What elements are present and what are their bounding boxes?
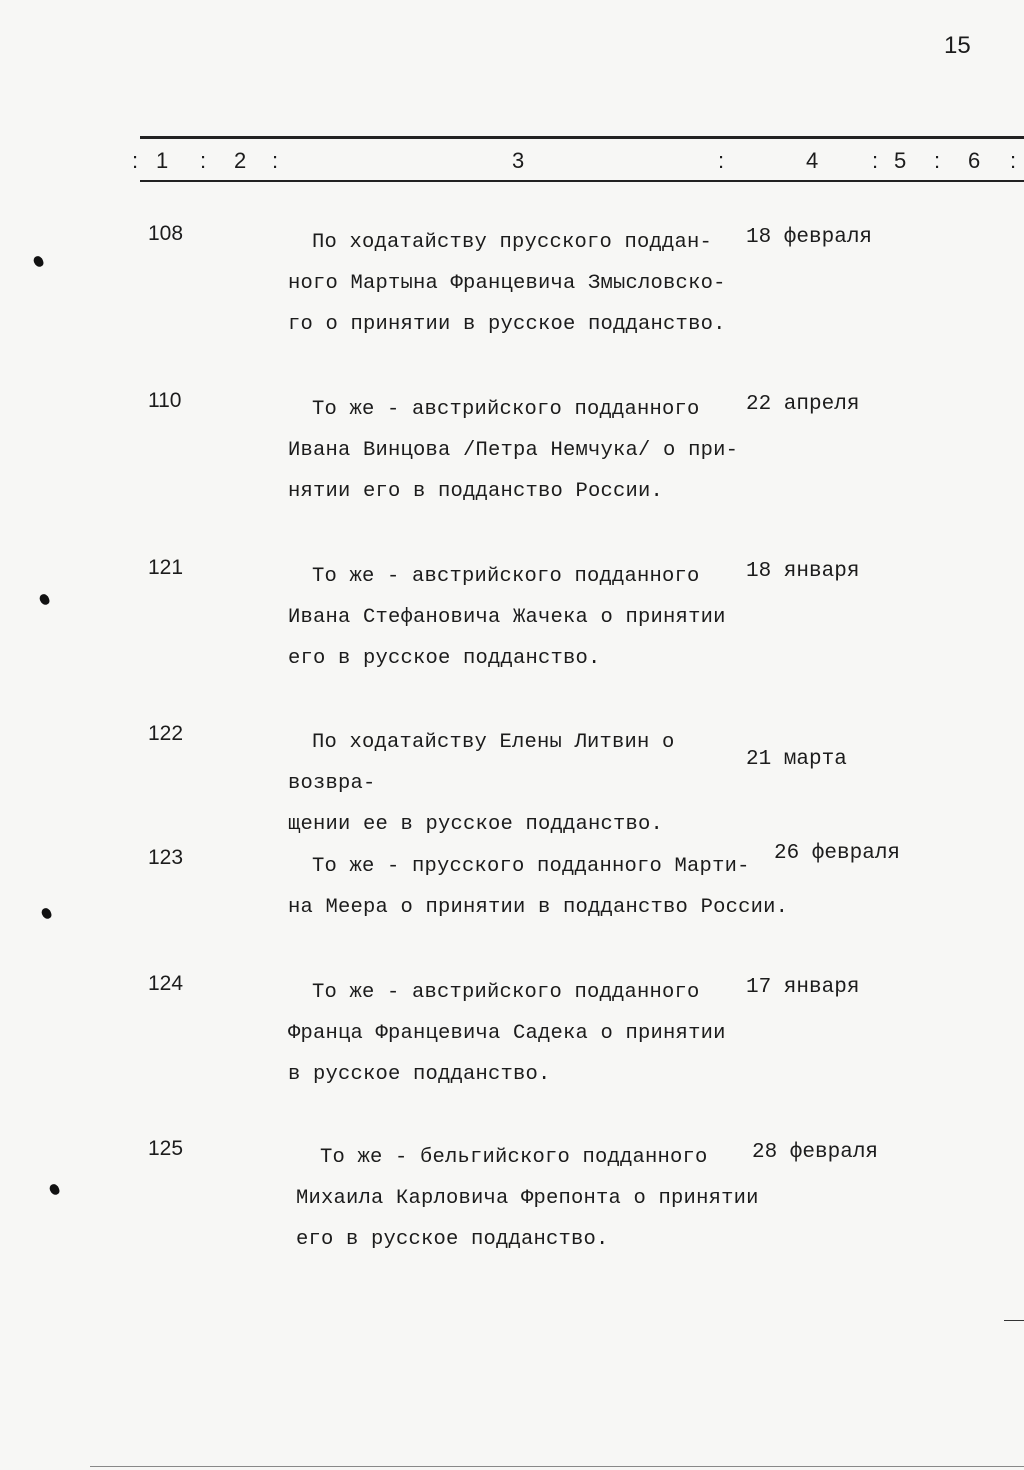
entry-continuation: Ивана Стефановича Жачека о принятии его в русское подданство. bbox=[288, 606, 726, 670]
entry-continuation: щении ее в русское подданство. bbox=[288, 813, 664, 836]
entry-description bbox=[288, 722, 758, 845]
entry-continuation: Франца Францевича Садека о принятии в русское подданство. bbox=[288, 1022, 726, 1086]
header-col-5: 5 bbox=[894, 148, 907, 173]
header-separator: : bbox=[132, 148, 139, 173]
entry-description bbox=[288, 556, 758, 679]
header-col-2: 2 bbox=[234, 148, 247, 173]
entry-date: 21 марта bbox=[746, 748, 847, 771]
list-item bbox=[0, 842, 1024, 976]
list-item bbox=[0, 556, 1024, 686]
entry-continuation: ного Мартына Францевича Змысловско- го о принятии в русское подданство. bbox=[288, 272, 726, 336]
entry-number: 124 bbox=[148, 972, 184, 995]
entry-description bbox=[288, 389, 758, 512]
entry-first-line: То же - австрийского подданного bbox=[312, 398, 700, 421]
entry-continuation: Михаила Карловича Фрепонта о принятии его в русское подданство. bbox=[296, 1187, 759, 1251]
entry-date: 17 января bbox=[746, 976, 860, 999]
entry-continuation: Ивана Винцова /Петра Немчука/ о при- нятии его в подданство России. bbox=[288, 439, 739, 503]
bottom-edge-line bbox=[90, 1466, 1024, 1467]
entry-number: 122 bbox=[148, 722, 184, 745]
list-item bbox=[0, 1137, 1024, 1267]
entry-description bbox=[288, 846, 808, 928]
list-item bbox=[0, 972, 1024, 1102]
entry-first-line: То же - прусского подданного Марти- bbox=[312, 855, 750, 878]
entry-number: 123 bbox=[148, 846, 184, 869]
entry-number: 108 bbox=[148, 222, 184, 245]
entry-description bbox=[288, 972, 758, 1095]
header-top-rule bbox=[140, 136, 1024, 139]
header-col-4: 4 bbox=[806, 148, 819, 173]
list-item bbox=[0, 222, 1024, 352]
entry-number: 121 bbox=[148, 556, 184, 579]
entry-continuation: на Меера о принятии в подданство России. bbox=[288, 896, 789, 919]
entry-first-line: То же - бельгийского подданного bbox=[320, 1146, 708, 1169]
entry-first-line: По ходатайству Елены Литвин о возвра- bbox=[288, 731, 675, 795]
header-col-1: 1 bbox=[156, 148, 169, 173]
entry-date: 26 февраля bbox=[774, 842, 901, 865]
entry-date: 22 апреля bbox=[746, 393, 860, 416]
header-col-3: 3 bbox=[512, 148, 525, 173]
entry-first-line: То же - австрийского подданного bbox=[312, 565, 700, 588]
entry-date: 18 февраля bbox=[746, 226, 873, 249]
header-separator: : bbox=[200, 148, 207, 173]
entry-first-line: По ходатайству прусского поддан- bbox=[312, 231, 713, 254]
header-col-6: 6 bbox=[968, 148, 981, 173]
entry-number: 125 bbox=[148, 1137, 184, 1160]
entry-number: 110 bbox=[148, 389, 182, 412]
list-item bbox=[0, 722, 1024, 852]
header-separator: : bbox=[1010, 148, 1017, 173]
list-item bbox=[0, 389, 1024, 519]
entry-date: 28 февраля bbox=[752, 1141, 879, 1164]
entry-description bbox=[288, 222, 758, 345]
header-separator: : bbox=[934, 148, 941, 173]
page-number: 15 bbox=[944, 32, 971, 59]
edge-mark bbox=[1004, 1320, 1024, 1321]
entry-description bbox=[296, 1137, 776, 1260]
header-separator: : bbox=[718, 148, 725, 173]
header-bottom-rule bbox=[140, 180, 1024, 182]
header-separator: : bbox=[872, 148, 879, 173]
entry-first-line: То же - австрийского подданного bbox=[312, 981, 700, 1004]
entry-date: 18 января bbox=[746, 560, 860, 583]
header-separator: : bbox=[272, 148, 279, 173]
